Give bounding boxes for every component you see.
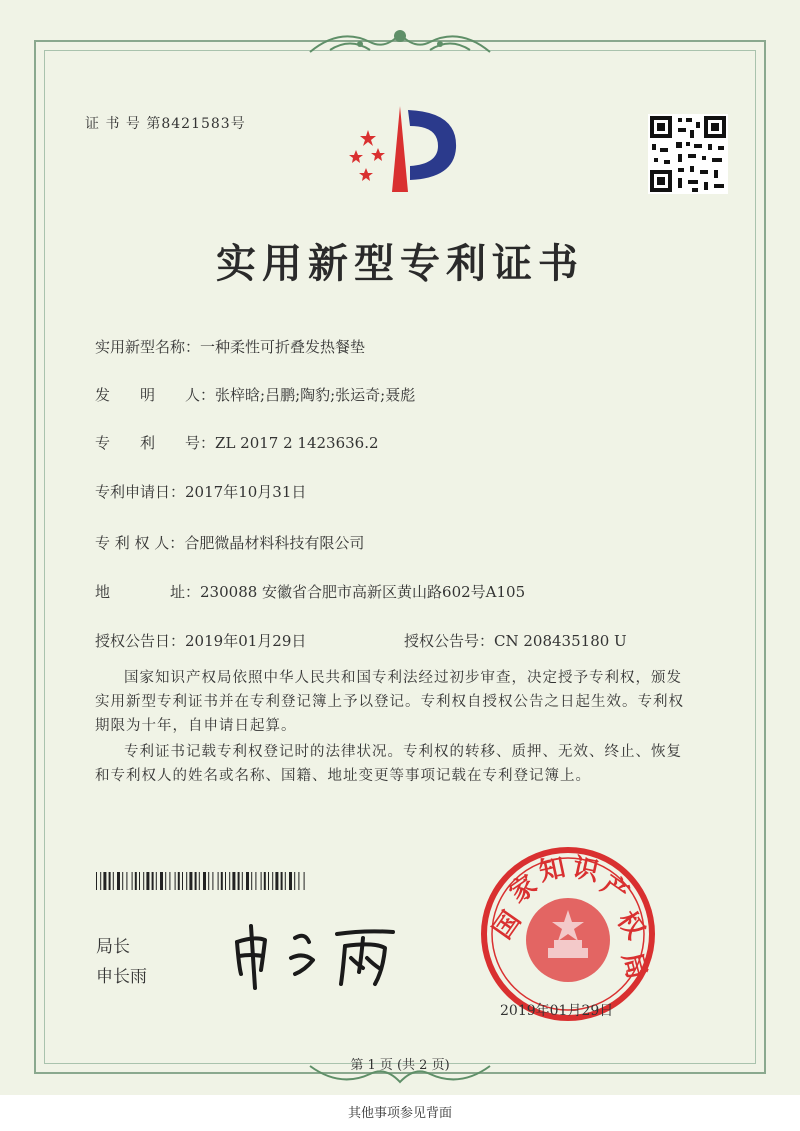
patent-number-row xyxy=(95,432,379,453)
director-name: 申长雨 xyxy=(96,967,147,987)
handwritten-signature xyxy=(225,912,415,992)
patentee-value: 合肥微晶材料科技有限公司 xyxy=(184,534,365,552)
inventor-label: 发 明 人： xyxy=(95,386,216,404)
filing-date-label: 专利申请日： xyxy=(95,483,186,501)
name-row xyxy=(95,336,365,357)
filing-date-value: 2017年10月31日 xyxy=(185,483,307,501)
filing-date-row xyxy=(95,481,306,502)
patentee-row xyxy=(95,532,364,553)
svg-text:知: 知 xyxy=(536,852,569,888)
barcode-icon xyxy=(96,872,308,890)
certificate-title: 实用新型专利证书 xyxy=(216,240,584,287)
grant-number-row xyxy=(404,630,627,651)
seal-date: 2019年01月29日 xyxy=(500,1003,614,1019)
director-title: 局长 xyxy=(96,937,130,957)
inventor-row xyxy=(95,384,415,405)
patentee-label: 专 利 权 人： xyxy=(95,534,185,552)
svg-text:权: 权 xyxy=(610,906,651,945)
page-number: 第 1 页 (共 2 页) xyxy=(350,1058,450,1073)
svg-text:局: 局 xyxy=(615,949,652,983)
see-back-note: 其他事项参见背面 xyxy=(347,1106,452,1121)
qr-code-icon xyxy=(648,114,728,194)
grant-number-value: CN 208435180 U xyxy=(494,632,627,650)
svg-text:家: 家 xyxy=(504,869,543,910)
svg-text:产: 产 xyxy=(595,869,634,910)
patent-number-value: ZL 2017 2 1423636.2 xyxy=(215,434,379,452)
official-seal-icon xyxy=(478,844,658,1024)
grant-date-value: 2019年01月29日 xyxy=(185,632,307,650)
grant-statement-paragraph: 国家知识产权局依照中华人民共和国专利法经过初步审查，决定授予专利权，颁发实用新型专利证书并在专利登记簿上予以登记。专利权自授权公告之日起生效。专利权期限为十年，自申请日起算。 xyxy=(95,670,684,734)
svg-text:国: 国 xyxy=(487,906,528,945)
grant-date-label: 授权公告日： xyxy=(95,632,186,650)
legal-status-paragraph: 专利证书记载专利权登记时的法律状况。专利权的转移、质押、无效、终止、恢复和专利权人的姓名或名称、国籍、地址变更等事项记载在专利登记簿上。 xyxy=(95,744,682,784)
top-ornament-icon xyxy=(300,22,500,62)
svg-text:识: 识 xyxy=(569,852,602,888)
certificate-number: 证 书 号 第8421583号 xyxy=(85,116,246,132)
patent-number-label: 专 利 号： xyxy=(95,434,216,452)
address-value: 230088 安徽省合肥市高新区黄山路602号A105 xyxy=(200,583,526,601)
address-row xyxy=(95,581,525,602)
address-label: 地 址： xyxy=(95,583,201,601)
patent-office-emblem-icon xyxy=(338,100,468,200)
name-value: 一种柔性可折叠发热餐垫 xyxy=(200,338,366,356)
name-label: 实用新型名称： xyxy=(95,338,201,356)
grant-date-row xyxy=(95,630,306,651)
inventor-value: 张梓晗;吕鹏;陶豹;张运奇;聂彪 xyxy=(215,386,416,404)
grant-number-label: 授权公告号： xyxy=(404,632,495,650)
